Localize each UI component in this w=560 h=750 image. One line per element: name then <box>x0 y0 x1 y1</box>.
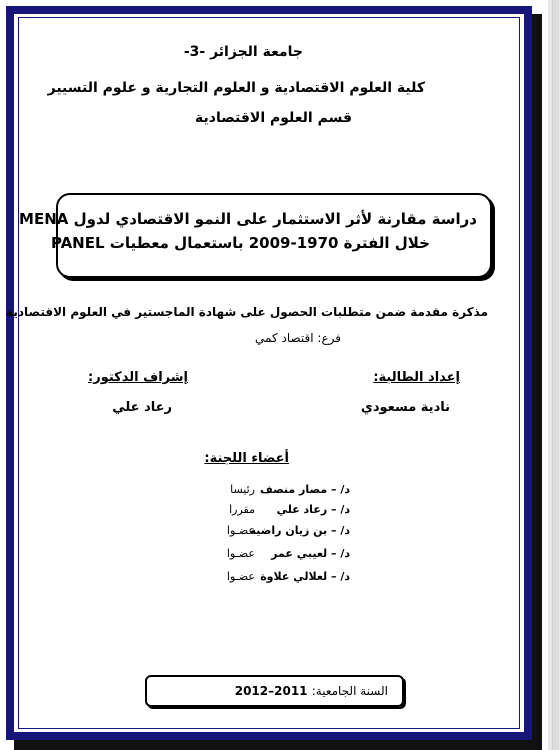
supervisor-name: رعاد علي <box>112 400 172 415</box>
memo-branch: فرع: اقتصاد كمي <box>255 331 341 345</box>
committee-label: أعضاء اللجنة: <box>204 451 289 466</box>
committee-member-name: د/ – لعيبي عمر <box>271 547 350 560</box>
frame-shadow-bottom <box>14 740 542 750</box>
committee-member-role: عضـوا <box>226 570 255 583</box>
committee-member-role: عضـوا <box>226 547 255 560</box>
academic-year-label: السنة الجامعية: <box>311 684 388 698</box>
academic-year <box>235 684 388 698</box>
memo-statement: مذكرة مقدمة ضمن متطلبات الحصول على شهادة الماجستير في العلوم الاقتصادية <box>6 305 488 319</box>
scrollbar-track[interactable] <box>552 0 559 750</box>
window-right-edge <box>548 0 560 750</box>
academic-year-value: 2011–2012 <box>234 684 308 698</box>
thesis-title-line-2: خلال الفترة 1970-2009 باستعمال معطيات PANEL <box>50 234 430 252</box>
frame-shadow-right <box>532 14 542 748</box>
thesis-title-line-1: دراسة مقارنة لأثر الاستثمار على النمو الاقتصادي لدول MENA <box>19 210 477 228</box>
department-name: قسم العلوم الاقتصادية <box>195 110 352 126</box>
committee-member-role: مقررا <box>229 503 255 516</box>
committee-member-name: د/ – بن زيان راضية <box>249 524 350 537</box>
committee-member-name: د/ – رعاد علي <box>276 503 350 516</box>
committee-member-role: رئيسا <box>230 483 255 496</box>
student-name: نادية مسعودي <box>360 400 450 415</box>
committee-member-role: عضـوا <box>226 524 255 537</box>
university-name: جامعة الجزائر -3- <box>183 44 303 60</box>
committee-member-name: د/ – لعلالي علاوة <box>260 570 350 583</box>
student-label: إعداد الطالبة: <box>373 370 460 385</box>
committee-member-name: د/ – مصار منصف <box>259 483 350 496</box>
faculty-name: كلية العلوم الاقتصادية و العلوم التجارية و علوم التسيير <box>47 80 425 96</box>
supervisor-label: إشراف الدكتور: <box>88 370 188 385</box>
